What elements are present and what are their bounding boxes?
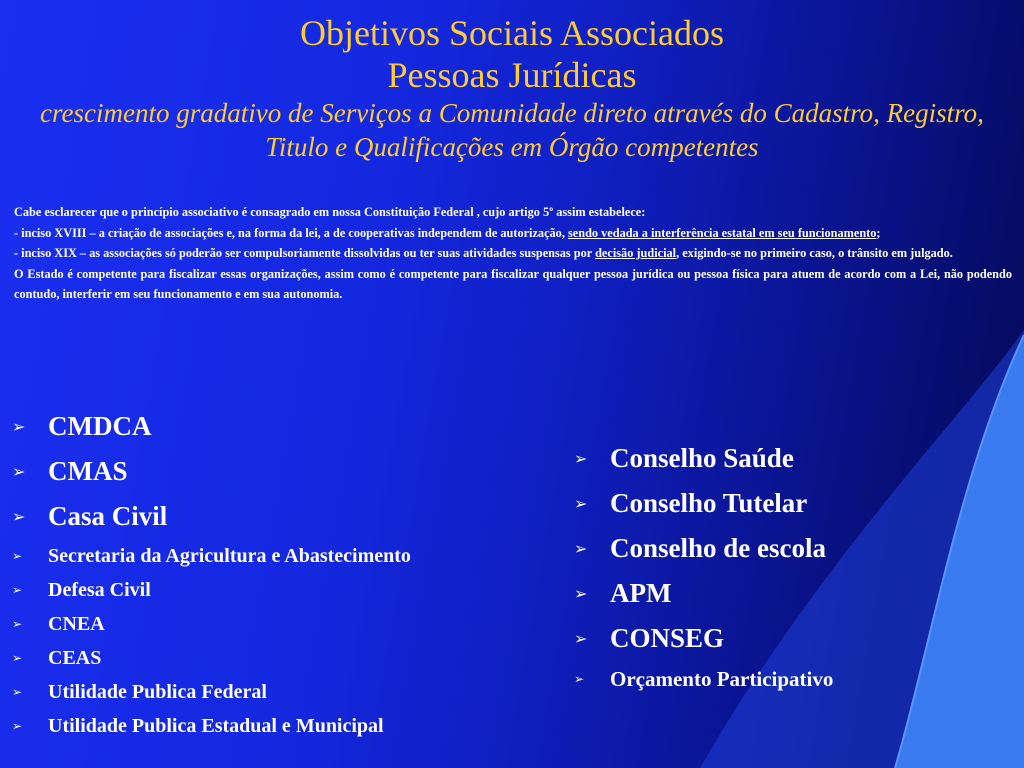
list-item-label: CNEA <box>48 612 105 635</box>
list-item <box>12 675 411 709</box>
page-description: crescimento gradativo de Serviços a Comunidade direto através do Cadastro, Registro, Titulo e Qualificações em Órgão competentes <box>40 98 984 162</box>
arrow-bullet-icon: ➢ <box>12 719 23 733</box>
arrow-bullet-icon: ➢ <box>574 449 588 468</box>
list-item-label: CMDCA <box>48 411 152 441</box>
list-item <box>574 571 833 616</box>
arrow-bullet-icon: ➢ <box>574 629 588 648</box>
list-item-label: Conselho Saúde <box>610 443 794 473</box>
list-item-label: Conselho de escola <box>610 533 826 563</box>
item-2-text: - inciso XIX – as associações só poderão ser compulsoriamente dissolvidas ou ter suas atividades suspensas por <box>14 246 596 260</box>
arrow-bullet-icon: ➢ <box>574 672 585 686</box>
paragraph-item-2 <box>14 243 1012 264</box>
left-bullet-list <box>12 404 411 743</box>
list-item-label: Utilidade Publica Estadual e Municipal <box>48 714 384 737</box>
list-item-label: Conselho Tutelar <box>610 488 808 518</box>
arrow-bullet-icon: ➢ <box>12 583 23 597</box>
list-item <box>574 481 833 526</box>
arrow-bullet-icon: ➢ <box>12 549 23 563</box>
paragraph-item-1 <box>14 223 1012 244</box>
legal-paragraph <box>14 202 1012 305</box>
item-2-underlined: decisão judicial <box>595 246 677 260</box>
paragraph-intro: Cabe esclarecer que o princípio associativo é consagrado em nossa Constituição Federal , cujo artigo 5º assim estabelece: <box>14 205 646 219</box>
page-title: Objetivos Sociais Associados <box>300 13 724 53</box>
list-item <box>12 494 411 539</box>
list-item <box>12 607 411 641</box>
list-item-label: Orçamento Participativo <box>610 666 834 691</box>
list-item <box>574 616 833 661</box>
arrow-bullet-icon: ➢ <box>574 494 588 513</box>
item-1-underlined: sendo vedada a interferência estatal em seu funcionamento <box>567 225 877 240</box>
arrow-bullet-icon: ➢ <box>574 584 588 603</box>
arrow-bullet-icon: ➢ <box>12 651 23 665</box>
list-item <box>12 709 411 743</box>
paragraph-conclusion: O Estado é competente para fiscalizar essas organizações, assim como é competente para fiscalizar qualquer pessoa jurídica ou pessoa física para atuem de acordo com a Lei, não podendo contudo, interferir em seu funcionamento e em sua autonomia. <box>14 266 1012 301</box>
list-item-label: Defesa Civil <box>48 578 151 601</box>
arrow-bullet-icon: ➢ <box>12 417 26 436</box>
list-item <box>12 641 411 675</box>
list-item <box>12 539 411 573</box>
arrow-bullet-icon: ➢ <box>12 685 23 699</box>
list-item <box>12 573 411 607</box>
list-item-label: CMAS <box>48 456 128 486</box>
list-item-label: APM <box>610 578 672 608</box>
item-1-end: ; <box>876 225 881 240</box>
item-1-text: - inciso XVIII – a criação de associações e, na forma da lei, a de cooperativas independem de autorização, <box>14 225 568 240</box>
arrow-bullet-icon: ➢ <box>12 462 26 481</box>
list-item <box>574 661 833 697</box>
list-item <box>574 526 833 571</box>
list-item-label: CONSEG <box>610 623 725 653</box>
list-item <box>574 436 833 481</box>
list-item-label: Casa Civil <box>48 501 168 531</box>
list-item-label: CEAS <box>48 646 102 669</box>
arrow-bullet-icon: ➢ <box>12 617 23 631</box>
arrow-bullet-icon: ➢ <box>12 507 26 526</box>
list-item-label: Secretaria da Agricultura e Abastecimento <box>48 544 411 567</box>
right-bullet-list <box>574 436 833 697</box>
arrow-bullet-icon: ➢ <box>574 539 588 558</box>
title-block <box>0 12 1024 164</box>
list-item <box>12 449 411 494</box>
list-item-label: Utilidade Publica Federal <box>48 680 267 703</box>
page-subtitle: Pessoas Jurídicas <box>387 55 637 95</box>
item-2-end: , exigindo-se no primeiro caso, o trânsito em julgado. <box>676 246 953 260</box>
list-item <box>12 404 411 449</box>
